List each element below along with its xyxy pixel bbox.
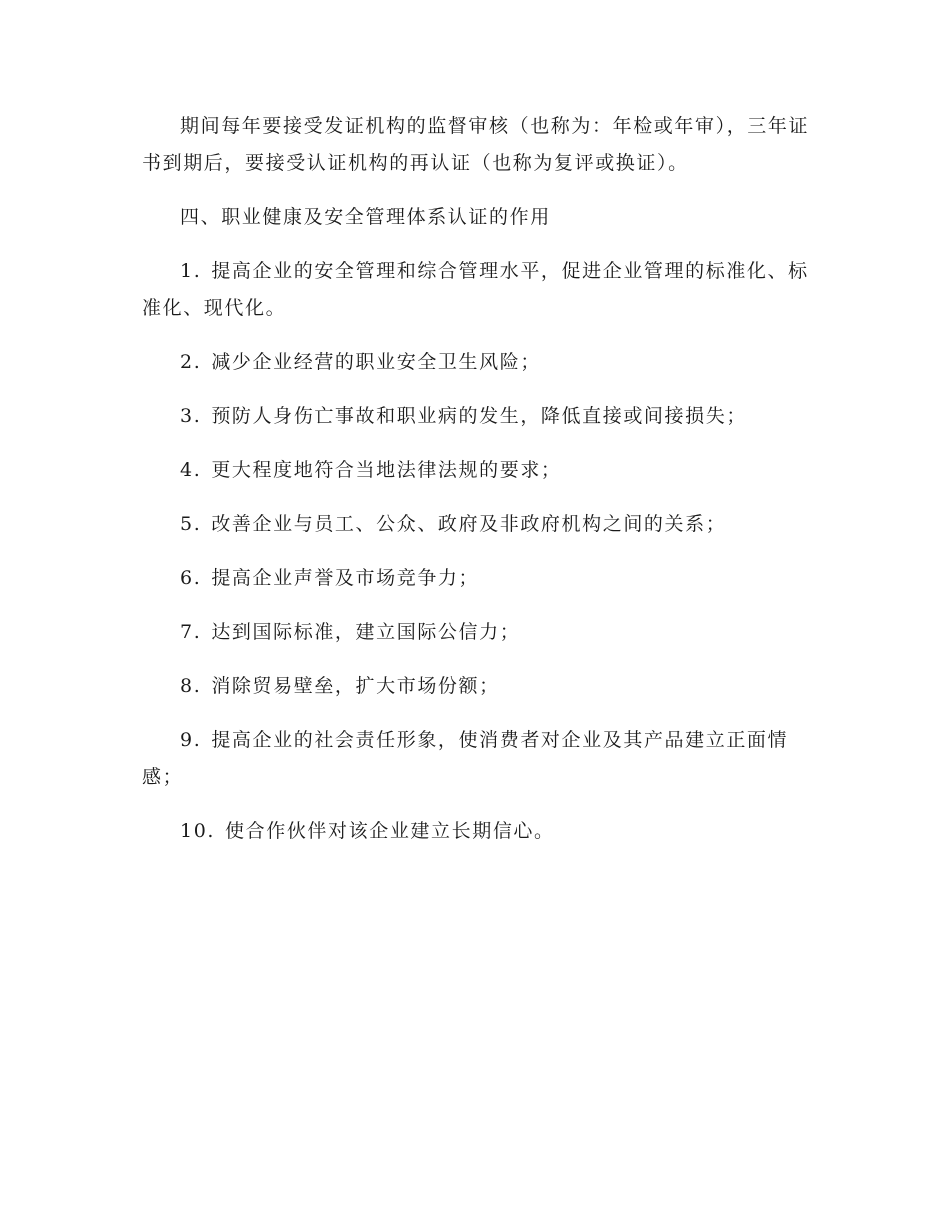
- list-number: 4.: [180, 459, 202, 481]
- list-item: [142, 253, 810, 327]
- list-item: [142, 614, 810, 651]
- list-text: 达到国际标准，建立国际公信力；: [211, 621, 521, 643]
- heading-text: 四、职业健康及安全管理体系认证的作用: [180, 206, 551, 228]
- list-number: 5.: [180, 513, 202, 535]
- list-number: 10.: [180, 820, 216, 842]
- list-text: 预防人身伤亡事故和职业病的发生，降低直接或间接损失；: [211, 405, 747, 427]
- list-text: 减少企业经营的职业安全卫生风险；: [211, 351, 541, 373]
- list-text: 更大程度地符合当地法律法规的要求；: [211, 459, 562, 481]
- list-item: [142, 398, 810, 435]
- paragraph-text: 期间每年要接受发证机构的监督审核（也称为：年检或年审），三年证书到期后，要接受认证机构的再认证（也称为复评或换证）。: [142, 115, 810, 174]
- list-item: [142, 668, 810, 705]
- list-number: 8.: [180, 675, 202, 697]
- list-number: 6.: [180, 567, 202, 589]
- list-text: 消除贸易壁垒，扩大市场份额；: [211, 675, 500, 697]
- list-item: [142, 813, 810, 850]
- list-item: [142, 560, 810, 597]
- paragraph-intro: [142, 108, 810, 182]
- list-number: 9.: [180, 729, 202, 751]
- list-item: [142, 506, 810, 543]
- list-item: [142, 344, 810, 381]
- list-item: [142, 452, 810, 489]
- list-text: 提高企业的社会责任形象，使消费者对企业及其产品建立正面情感；: [142, 729, 789, 788]
- list-text: 改善企业与员工、公众、政府及非政府机构之间的关系；: [211, 513, 727, 535]
- list-text: 提高企业的安全管理和综合管理水平，促进企业管理的标准化、标准化、现代化。: [142, 260, 809, 319]
- list-text: 使合作伙伴对该企业建立长期信心。: [225, 820, 555, 842]
- list-text: 提高企业声誉及市场竞争力；: [211, 567, 480, 589]
- list-number: 1.: [180, 260, 202, 282]
- list-number: 3.: [180, 405, 202, 427]
- list-item: [142, 722, 810, 796]
- list-number: 2.: [180, 351, 202, 373]
- list-number: 7.: [180, 621, 202, 643]
- section-heading: [142, 199, 810, 236]
